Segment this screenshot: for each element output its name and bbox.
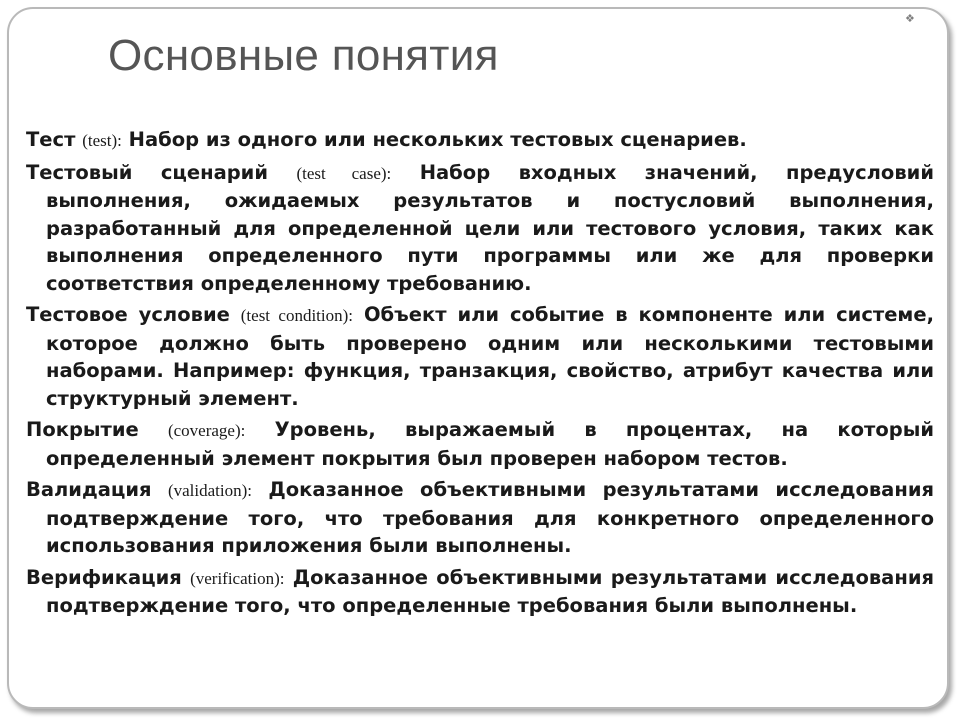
- definition-term: Тестовый сценарий: [26, 160, 269, 184]
- definition-english-term: (test):: [82, 131, 122, 150]
- definition-text: Доказанное объективными результатами исследования подтверждение того, что требования для конкретного определенного использования приложения были выполнены.: [46, 478, 934, 557]
- definition-item-validation: [26, 476, 934, 560]
- definition-english-term: (test condition):: [240, 306, 354, 325]
- corner-ornament-icon: ❖: [905, 12, 915, 25]
- definitions-list: [26, 126, 934, 624]
- definition-term: Тест: [26, 128, 76, 151]
- definition-term: Покрытие: [26, 418, 139, 441]
- definition-term: Верификация: [26, 565, 182, 589]
- definition-item-test: [26, 126, 934, 155]
- definition-text: Набор из одного или нескольких тестовых сценариев.: [128, 128, 747, 151]
- definition-english-term: (verification):: [190, 568, 285, 588]
- definition-term: Тестовое условие: [26, 303, 230, 326]
- slide-title: Основные понятия: [108, 31, 499, 80]
- definition-item-verification: [26, 564, 934, 620]
- definition-term: Валидация: [26, 478, 152, 501]
- definition-item-test-condition: [26, 301, 934, 412]
- definition-text: Доказанное объективными результатами исследования подтверждение того, что определенные требования были выполнены.: [46, 565, 934, 617]
- definition-english-term: (validation):: [167, 481, 252, 500]
- definition-item-coverage: [26, 416, 934, 472]
- definition-english-term: (test case):: [296, 163, 392, 183]
- definition-text: Уровень, выражаемый в процентах, на который определенный элемент покрытия был проверен набором тестов.: [46, 418, 934, 470]
- definition-text: Набор входных значений, предусловий выполнения, ожидаемых результатов и постусловий выполнения, разработанный для определенной цели или тестового условия, таких как выполнения определенного пути программы или же для проверки соответствия определенному требованию.: [46, 160, 934, 295]
- definition-item-test-case: [26, 159, 934, 298]
- definition-text: Объект или событие в компоненте или системе, которое должно быть проверено одним или несколькими тестовыми наборами. Например: функция, транзакция, свойство, атрибут качества или структурный элемент.: [46, 303, 934, 410]
- definition-english-term: (coverage):: [167, 421, 246, 440]
